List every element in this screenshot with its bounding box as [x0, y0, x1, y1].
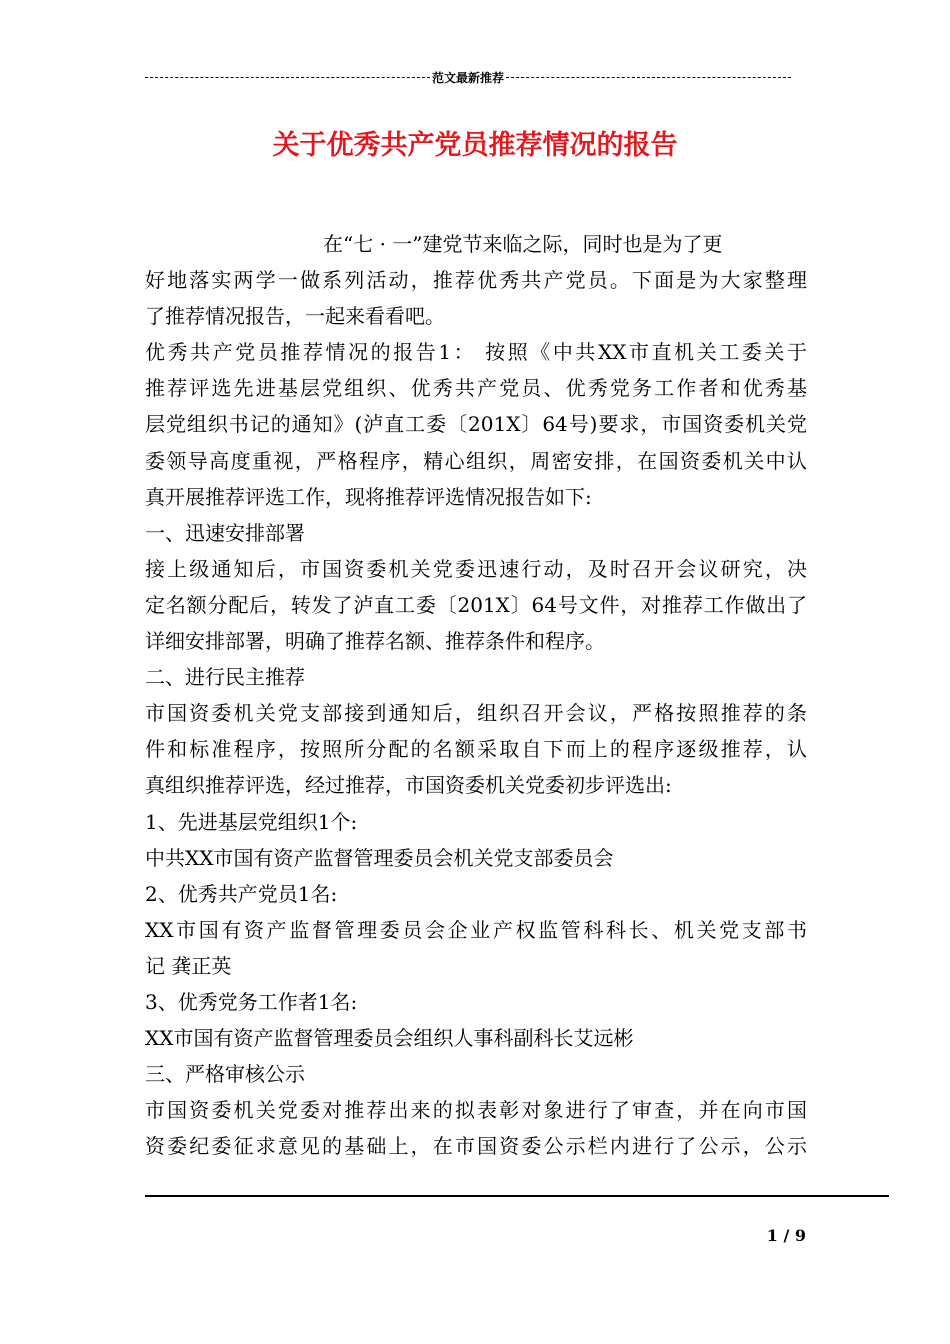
page-separator: /	[777, 1226, 795, 1245]
section-heading: 三、严格审核公示	[145, 1062, 305, 1087]
body-line: XX市国有资产监督管理委员会组织人事科副科长艾远彬	[145, 1026, 634, 1051]
body-line: 记 龚正英	[145, 953, 232, 978]
body-line: 真组织推荐评选，经过推荐，市国资委机关党委初步评选出:	[145, 773, 672, 798]
header-label: 范文最新推荐	[432, 70, 505, 85]
body-line: 推荐评选先进基层党组织、优秀共产党员、优秀党务工作者和优秀基	[145, 376, 807, 401]
total-pages: 9	[794, 1226, 806, 1245]
body-line: 真开展推荐评选工作，现将推荐评选情况报告如下:	[145, 484, 592, 509]
body-line: 市国资委机关党支部接到通知后，组织召开会议，严格按照推荐的条	[145, 701, 807, 726]
body-line: 定名额分配后，转发了泸直工委〔201X〕64号文件，对推荐工作做出了	[145, 592, 807, 617]
body-line: 委领导高度重视，严格程序，精心组织，周密安排，在国资委机关中认	[145, 448, 807, 473]
body-line: 在“七 · 一”建党节来临之际，同时也是为了更	[323, 232, 723, 256]
list-item: 2、优秀共产党员1名:	[145, 881, 338, 906]
body-line: 了推荐情况报告，一起来看看吧。	[145, 304, 445, 329]
header-dash-left	[145, 77, 430, 78]
body-line: 接上级通知后，市国资委机关党委迅速行动，及时召开会议研究，决	[145, 556, 807, 581]
page-header	[145, 66, 791, 88]
header-dash-right	[506, 77, 791, 78]
list-item: 3、优秀党务工作者1名:	[145, 989, 358, 1014]
document-title: 关于优秀共产党员推荐情况的报告	[272, 130, 678, 161]
body-line: 层党组织书记的通知》(泸直工委〔201X〕64号)要求，市国资委机关党	[145, 412, 807, 437]
list-item: 1、先进基层党组织1个:	[145, 809, 358, 834]
page-number	[700, 1226, 806, 1245]
body-line: 中共XX市国有资产监督管理委员会机关党支部委员会	[145, 845, 614, 870]
footer-rule	[145, 1195, 889, 1197]
body-line: 优秀共产党员推荐情况的报告1： 按照《中共XX市直机关工委关于	[145, 340, 807, 365]
document-body	[145, 226, 807, 1164]
body-line: 详细安排部署，明确了推荐名额、推荐条件和程序。	[145, 629, 605, 654]
body-line: 资委纪委征求意见的基础上，在市国资委公示栏内进行了公示，公示	[145, 1134, 807, 1159]
section-heading: 一、迅速安排部署	[145, 520, 305, 545]
body-line: 件和标准程序，按照所分配的名额采取自下而上的程序逐级推荐，认	[145, 737, 807, 762]
body-line: 好地落实两学一做系列活动，推荐优秀共产党员。下面是为大家整理	[145, 268, 807, 293]
section-heading: 二、进行民主推荐	[145, 665, 305, 690]
body-line: XX市国有资产监督管理委员会企业产权监管科科长、机关党支部书	[145, 917, 807, 942]
body-line: 市国资委机关党委对推荐出来的拟表彰对象进行了审查，并在向市国	[145, 1098, 807, 1123]
current-page: 1	[766, 1226, 778, 1245]
